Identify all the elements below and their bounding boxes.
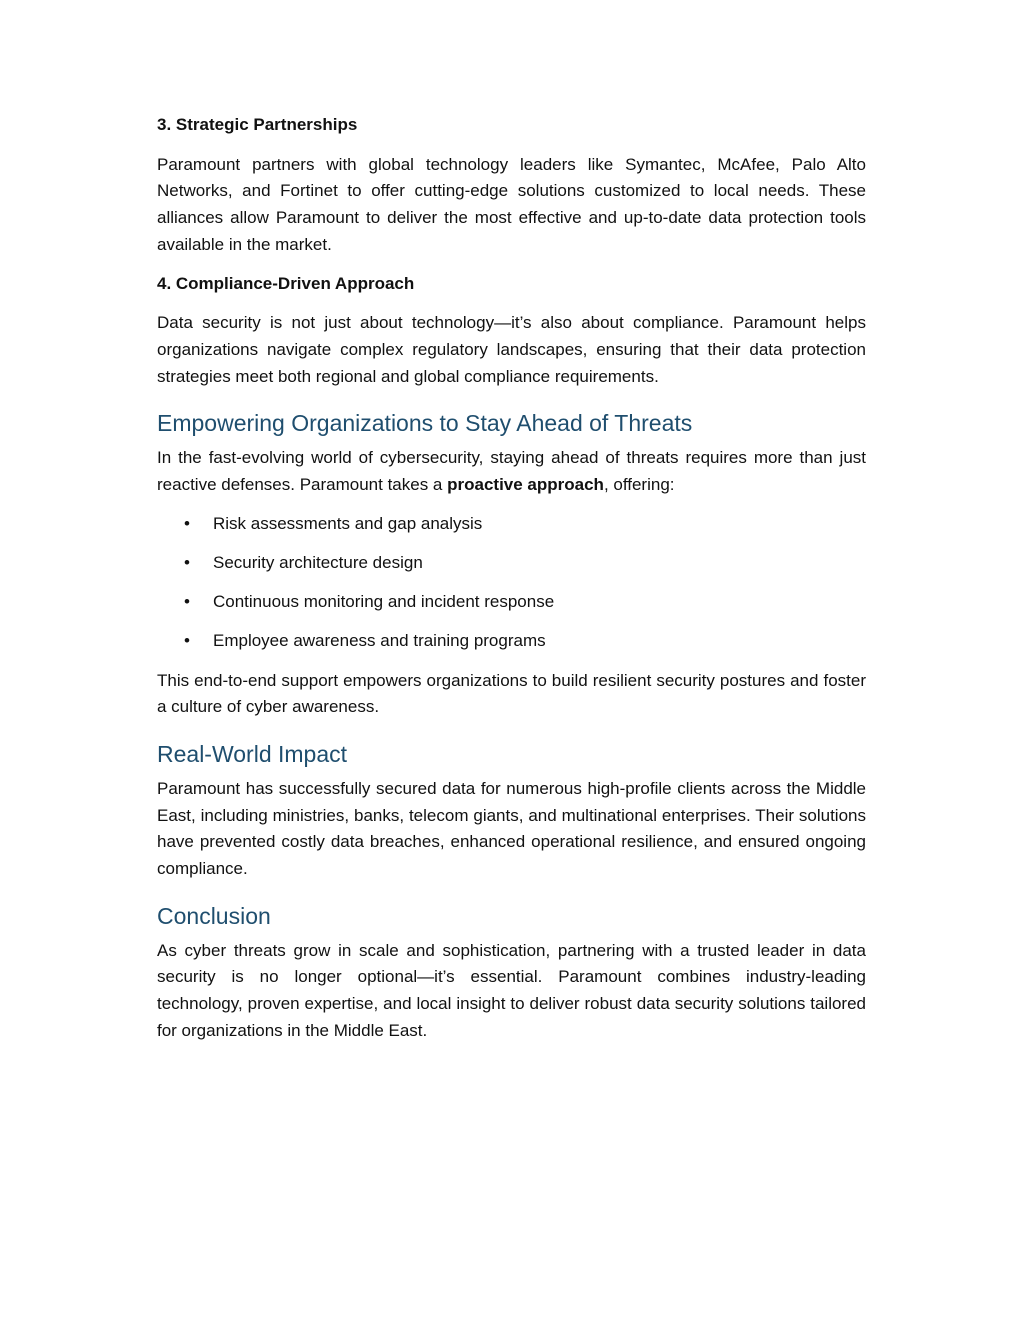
list-item-text: Continuous monitoring and incident response (213, 592, 555, 612)
real-world-impact-paragraph: Paramount has successfully secured data for numerous high-profile clients across the Middle East, including ministries, banks, telecom giants, and multinational enterprises. Their solutions have prevented costly data breaches, enhanced operational resilience, and ensured ongoing compliance. (157, 778, 866, 879)
list-item (157, 511, 866, 538)
list-item (157, 628, 866, 655)
empowering-intro-paragraph (157, 445, 866, 498)
conclusion-paragraph: As cyber threats grow in scale and sophistication, partnering with a trusted leader in data security is no longer optional—it’s essential. Paramount combines industry-leading technology, proven expertise, and local insight to deliver robust data security solutions tailored for organizations in the Middle East. (157, 940, 866, 1040)
strategic-partnerships-paragraph: Paramount partners with global technology leaders like Symantec, McAfee, Palo Alto Networks, and Fortinet to offer cutting-edge solutions customized to local needs. These alliances allow Paramount to deliver the most effective and up-to-date data protection tools available in the market. (157, 154, 866, 254)
list-item-text: Risk assessments and gap analysis (213, 513, 483, 533)
list-item-text: Security architecture design (213, 552, 423, 572)
compliance-approach-paragraph: Data security is not just about technology—it’s also about compliance. Paramount helps organizations navigate complex regulatory landscapes, ensuring that their data protection strategies meet both regional and global compliance requirements. (157, 313, 866, 386)
empowering-organizations-heading: Empowering Organizations to Stay Ahead of Threats (157, 410, 693, 437)
bullet-icon: • (184, 552, 190, 572)
intro-bold-phrase: proactive approach (447, 475, 604, 495)
intro-text-end: , offering: (603, 475, 675, 495)
bullet-icon: • (184, 513, 190, 533)
real-world-impact-heading: Real-World Impact (157, 740, 348, 767)
conclusion-heading: Conclusion (157, 902, 271, 929)
bullet-icon: • (184, 631, 190, 651)
offerings-list (157, 511, 866, 655)
document-page (157, 112, 866, 1057)
empowering-closing-paragraph: This end-to-end support empowers organizations to build resilient security postures and foster a culture of cyber awareness. (157, 670, 866, 717)
list-item-text: Employee awareness and training programs (213, 631, 546, 651)
compliance-approach-heading: 4. Compliance-Driven Approach (157, 273, 415, 293)
list-item (157, 589, 866, 616)
strategic-partnerships-heading: 3. Strategic Partnerships (157, 115, 358, 134)
bullet-icon: • (184, 592, 190, 612)
intro-text-start: In the fast-evolving world of cybersecurity, staying ahead of threats requires more than just reactive defenses. Paramount takes a (157, 448, 866, 495)
list-item (157, 550, 866, 577)
